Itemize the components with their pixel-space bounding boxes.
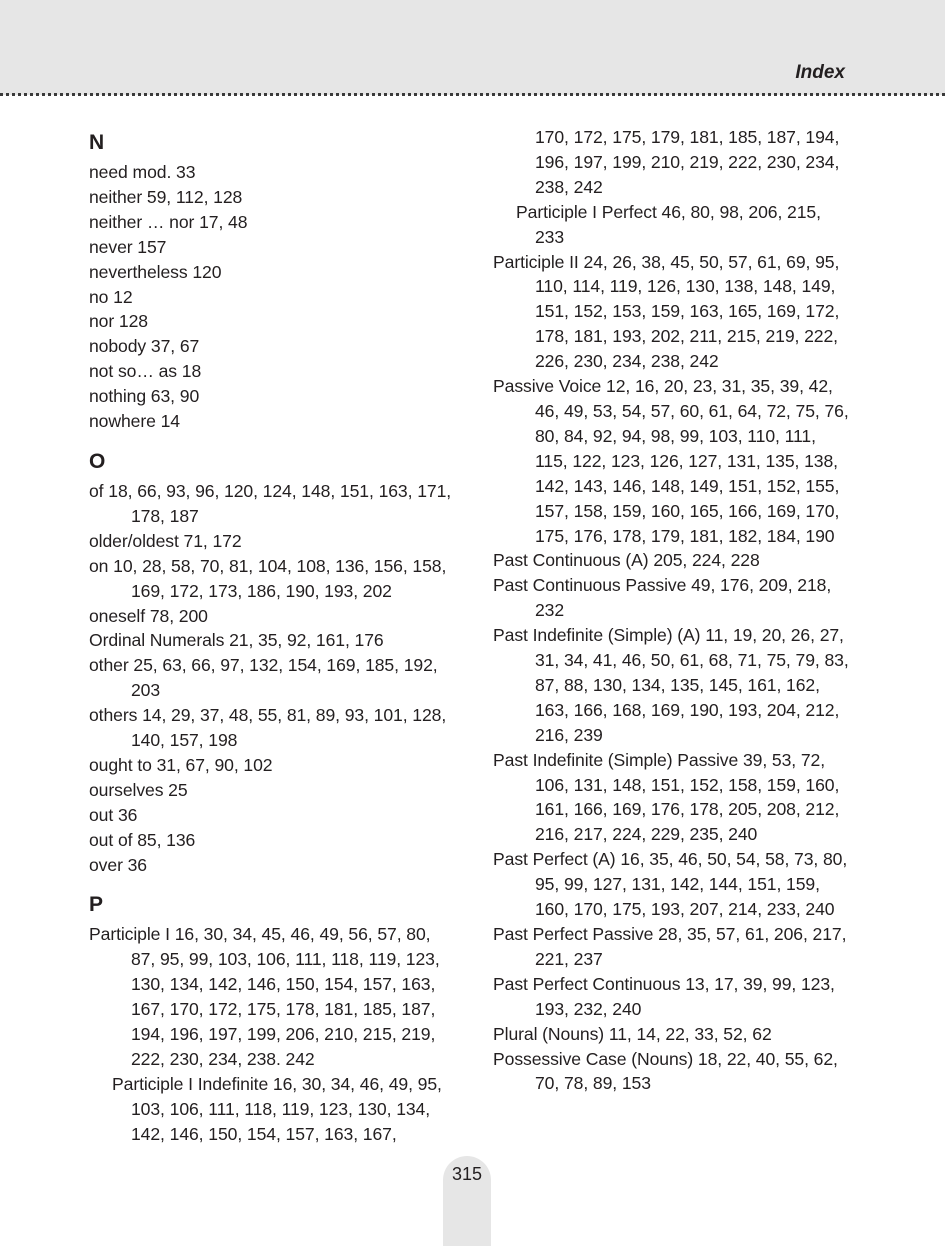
index-entry: nevertheless 120	[89, 261, 222, 282]
index-entry: others 14, 29, 37, 48, 55, 81, 89, 93, 101, 128, 140, 157, 198	[89, 705, 447, 751]
index-entry: Past Indefinite (Simple) (A) 11, 19, 20, 26, 27, 31, 34, 41, 46, 50, 61, 68, 71, 75, 79, 83, 87, 88, 130, 134, 135, 145, 161, 162, 163, 166, 168, 169, 190, 193, 204, 212, 216, 239	[493, 625, 849, 745]
index-entry: nothing 63, 90	[89, 386, 200, 407]
index-letter-n: N	[89, 131, 105, 154]
index-entry: Past Perfect Continuous 13, 17, 39, 99, 123, 193, 232, 240	[493, 973, 835, 1019]
index-entry: nor 128	[89, 311, 148, 332]
index-entry: out of 85, 136	[89, 829, 196, 850]
index-entry: oneself 78, 200	[89, 605, 208, 626]
index-letter-o: O	[89, 449, 106, 473]
index-entry: need mod. 33	[89, 162, 196, 182]
index-entry: Participle I 16, 30, 34, 45, 46, 49, 56, 57, 80, 87, 95, 99, 103, 106, 111, 118, 119, 123, 130, 134, 142, 146, 150, 154, 157, 163, 167, 170, 172, 175, 178, 181, 185, 187, 194, 196, 197, 199, 206, 210, 215, 219, 222, 230, 234, 238. 242	[89, 924, 440, 1069]
index-entry: Past Perfect (A) 16, 35, 46, 50, 54, 58, 73, 80, 95, 99, 127, 131, 142, 144, 151, 159, 160, 170, 175, 193, 207, 214, 233, 240	[493, 849, 848, 920]
index-entry: no 12	[89, 286, 133, 307]
index-subentry: Participle I Indefinite 16, 30, 34, 46, 49, 95, 103, 106, 111, 118, 119, 123, 130, 134, 142, 146, 150, 154, 157, 163, 167,	[112, 1073, 442, 1144]
index-letter-p: P	[89, 893, 103, 917]
index-entry: out 36	[89, 804, 138, 825]
index-entry-continuation: 170, 172, 175, 179, 181, 185, 187, 194, 196, 197, 199, 210, 219, 222, 230, 234, 238, 242	[535, 127, 840, 197]
index-column-left	[89, 125, 459, 1147]
index-entry: of 18, 66, 93, 96, 120, 124, 148, 151, 163, 171, 178, 187	[89, 480, 452, 526]
index-entry: on 10, 28, 58, 70, 81, 104, 108, 136, 156, 158, 169, 172, 173, 186, 190, 193, 202	[89, 555, 447, 601]
index-entry: ought to 31, 67, 90, 102	[89, 754, 273, 775]
index-entry: Participle II 24, 26, 38, 45, 50, 57, 61, 69, 95, 110, 114, 119, 126, 130, 138, 148, 149, 151, 152, 153, 159, 163, 165, 169, 172, 178, 181, 193, 202, 211, 215, 219, 222, 226, 230, 234, 238, 242	[493, 251, 840, 372]
index-entry: not so… as 18	[89, 361, 202, 382]
index-entry: Possessive Case (Nouns) 18, 22, 40, 55, 62, 70, 78, 89, 153	[493, 1048, 838, 1094]
index-entry: neither 59, 112, 128	[89, 186, 243, 207]
index-entry: nobody 37, 67	[89, 336, 200, 357]
index-entry: never 157	[89, 236, 167, 257]
index-entry: Past Continuous (A) 205, 224, 228	[493, 550, 760, 571]
index-entry: other 25, 63, 66, 97, 132, 154, 169, 185, 192, 203	[89, 655, 438, 701]
index-column-right	[493, 125, 853, 1096]
index-entry: older/oldest 71, 172	[89, 530, 242, 551]
index-entry: neither … nor 17, 48	[89, 211, 248, 232]
index-entry: Plural (Nouns) 11, 14, 22, 33, 52, 62	[493, 1023, 772, 1044]
index-entry: over 36	[89, 854, 147, 875]
index-entry: nowhere 14	[89, 411, 180, 432]
running-head-title: Index	[795, 62, 845, 83]
index-entry: Ordinal Numerals 21, 35, 92, 161, 176	[89, 630, 384, 651]
index-entry: Past Indefinite (Simple) Passive 39, 53, 72, 106, 131, 148, 151, 152, 158, 159, 160, 161, 166, 169, 176, 178, 205, 208, 212, 216, 217, 224, 229, 235, 240	[493, 749, 840, 845]
index-entry: Past Perfect Passive 28, 35, 57, 61, 206, 217, 221, 237	[493, 924, 847, 969]
index-entry: ourselves 25	[89, 779, 188, 800]
index-subentry: Participle I Perfect 46, 80, 98, 206, 215, 233	[516, 201, 821, 247]
index-entry: Past Continuous Passive 49, 176, 209, 218, 232	[493, 575, 832, 621]
page-number: 315	[451, 1164, 483, 1184]
dotted-divider	[0, 93, 945, 96]
index-entry: Passive Voice 12, 16, 20, 23, 31, 35, 39, 42, 46, 49, 53, 54, 57, 60, 61, 64, 72, 75, 76, 80, 84, 92, 94, 98, 99, 103, 110, 111, 115, 122, 123, 126, 127, 131, 135, 138, 142, 143, 146, 148, 149, 151, 152, 155, 157, 158, 159, 160, 165, 166, 169, 170, 175, 176, 178, 179, 181, 182, 184, 190	[493, 376, 849, 546]
